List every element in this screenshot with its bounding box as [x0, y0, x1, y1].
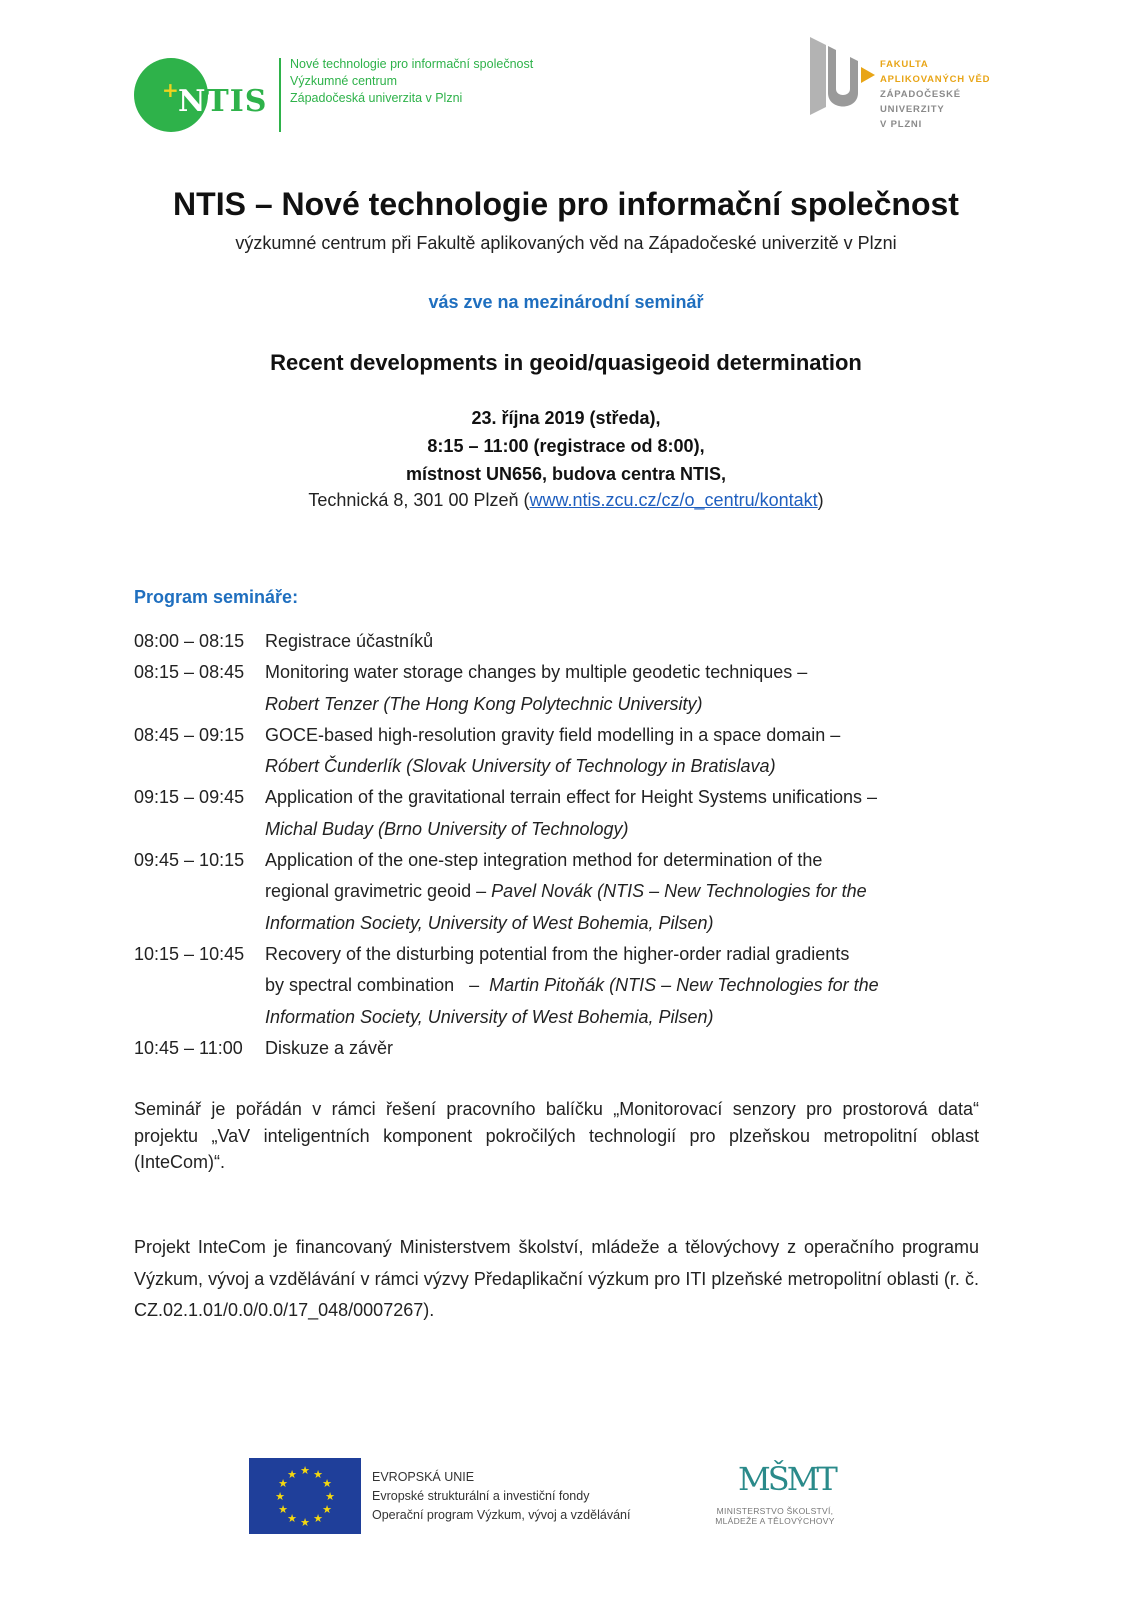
program-title: Diskuze a závěr: [265, 1037, 394, 1058]
msmt-logo: [700, 1458, 850, 1542]
contact-link[interactable]: www.ntis.zcu.cz/cz/o_centru/kontakt: [529, 490, 818, 510]
program-title: Application of the one-step integration method for determination of the: [265, 850, 823, 871]
svg-text:★: ★: [313, 1468, 323, 1481]
eu-stars-icon: [249, 1458, 361, 1534]
fav-emblem-icon: [810, 37, 860, 115]
program-item: [134, 720, 994, 783]
program-title: Application of the gravitational terrain effect for Height Systems unifications –: [265, 787, 877, 808]
invitation-line: vás zve na mezinárodní seminář: [428, 292, 704, 312]
program-item: [134, 626, 994, 657]
program-title: Recovery of the disturbing potential from the higher-order radial gradients: [265, 943, 850, 964]
program-title: Monitoring water storage changes by multiple geodetic techniques –: [265, 662, 808, 683]
ntis-wordmark: NTIS: [178, 84, 268, 119]
fav-logo-text: FAKULTA APLIKOVANÝCH VĚD ZÁPADOČESKÉ UNIVERZITY V PLZNI: [880, 59, 991, 130]
ntis-logo-divider: [279, 58, 281, 132]
program-time: 10:15 – 10:45: [134, 943, 245, 964]
play-arrow-icon: [861, 67, 875, 83]
program-time: 08:15 – 08:45: [134, 662, 245, 683]
seminar-note-paragraph: Seminář je pořádán v rámci řešení pracovního balíčku „Monitorovací senzory pro prostorová data“ projektu „VaV inteligentních komponent pokročilých technologií pro plzeňskou metropolitní oblast (InteCom)“.: [134, 1099, 979, 1172]
svg-text:★: ★: [325, 1490, 335, 1503]
svg-text:★: ★: [300, 1464, 310, 1477]
funding-paragraph: Projekt InteCom je financovaný Ministerstvem školství, mládeže a tělovýchovy z operačního programu Výzkum, vývoj a vzdělávání v rámci výzvy Předaplikační výzkum pro ITI plzeňské metropolitní oblasti (r. č. CZ.02.1.01/0.0/0.0/17_048/0007267).: [134, 1237, 979, 1320]
msmt-mark: MŠMT: [738, 1460, 835, 1498]
program-title: GOCE-based high-resolution gravity field modelling in a space domain –: [265, 724, 841, 745]
svg-text:★: ★: [287, 1512, 297, 1525]
program-speaker: Róbert Čunderlík (Slovak University of Technology in Bratislava): [265, 756, 776, 777]
program-title-continued: regional gravimetric geoid – Pavel Novák (NTIS – New Technologies for the: [265, 881, 867, 902]
program-item: [134, 1033, 994, 1064]
program-title: Registrace účastníků: [265, 631, 434, 651]
svg-text:★: ★: [300, 1516, 310, 1529]
svg-text:★: ★: [322, 1503, 332, 1516]
program-time: 09:45 – 10:15: [134, 850, 245, 871]
program-time: 09:15 – 09:45: [134, 787, 245, 808]
event-time: 8:15 – 11:00 (registrace od 8:00),: [427, 436, 705, 456]
program-speaker-affiliation: Information Society, University of West Bohemia, Pilsen): [265, 912, 714, 933]
seminar-title: Recent developments in geoid/quasigeoid determination: [270, 350, 862, 375]
page-subtitle: výzkumné centrum při Fakultě aplikovaných věd na Západočeské univerzitě v Plzni: [235, 233, 897, 253]
ntis-logo: [134, 56, 544, 136]
program-item: [134, 845, 994, 939]
event-date: 23. října 2019 (středa),: [471, 408, 661, 428]
program-heading: Program semináře:: [134, 587, 299, 607]
program-time: 10:45 – 11:00: [134, 1037, 243, 1058]
program-speaker-affiliation: Information Society, University of West Bohemia, Pilsen): [265, 1006, 714, 1027]
fav-logo: [810, 37, 1010, 137]
program-speaker: Pavel Novák (NTIS – New Technologies for the: [491, 881, 867, 902]
eu-flag-icon: [249, 1458, 361, 1534]
svg-text:★: ★: [313, 1512, 323, 1525]
msmt-text: MINISTERSTVO ŠKOLSTVÍ, MLÁDEŽE A TĚLOVÝCHOVY: [715, 1506, 835, 1526]
plus-icon: +: [162, 78, 179, 102]
program-item: [134, 657, 994, 720]
svg-text:★: ★: [275, 1490, 285, 1503]
svg-text:★: ★: [278, 1503, 288, 1516]
program-time: 08:00 – 08:15: [134, 631, 245, 651]
eu-text: EVROPSKÁ UNIE Evropské strukturální a investiční fondy Operační program Výzkum, vývoj a vzdělávání: [372, 1470, 631, 1522]
program-item: [134, 782, 994, 845]
program-time: 08:45 – 09:15: [134, 724, 245, 745]
svg-text:★: ★: [322, 1477, 332, 1490]
svg-text:★: ★: [278, 1477, 288, 1490]
program-list: [134, 626, 994, 1064]
svg-text:★: ★: [287, 1468, 297, 1481]
program-item: [134, 939, 994, 1033]
page-title: NTIS – Nové technologie pro informační společnost: [173, 186, 959, 222]
event-room: místnost UN656, budova centra NTIS,: [405, 464, 727, 484]
program-title-continued: by spectral combination – Martin Pitoňák (NTIS – New Technologies for the: [265, 975, 879, 996]
event-address: Technická 8, 301 00 Plzeň (www.ntis.zcu.cz/cz/o_centru/kontakt): [308, 490, 824, 510]
program-speaker: Michal Buday (Brno University of Technology): [265, 818, 629, 839]
program-speaker: Martin Pitoňák (NTIS – New Technologies for the: [489, 975, 879, 996]
program-speaker: Robert Tenzer (The Hong Kong Polytechnic University): [265, 693, 703, 714]
ntis-logo-text: Nové technologie pro informační společnost Výzkumné centrum Západočeská univerzita v Plzni: [290, 57, 534, 105]
